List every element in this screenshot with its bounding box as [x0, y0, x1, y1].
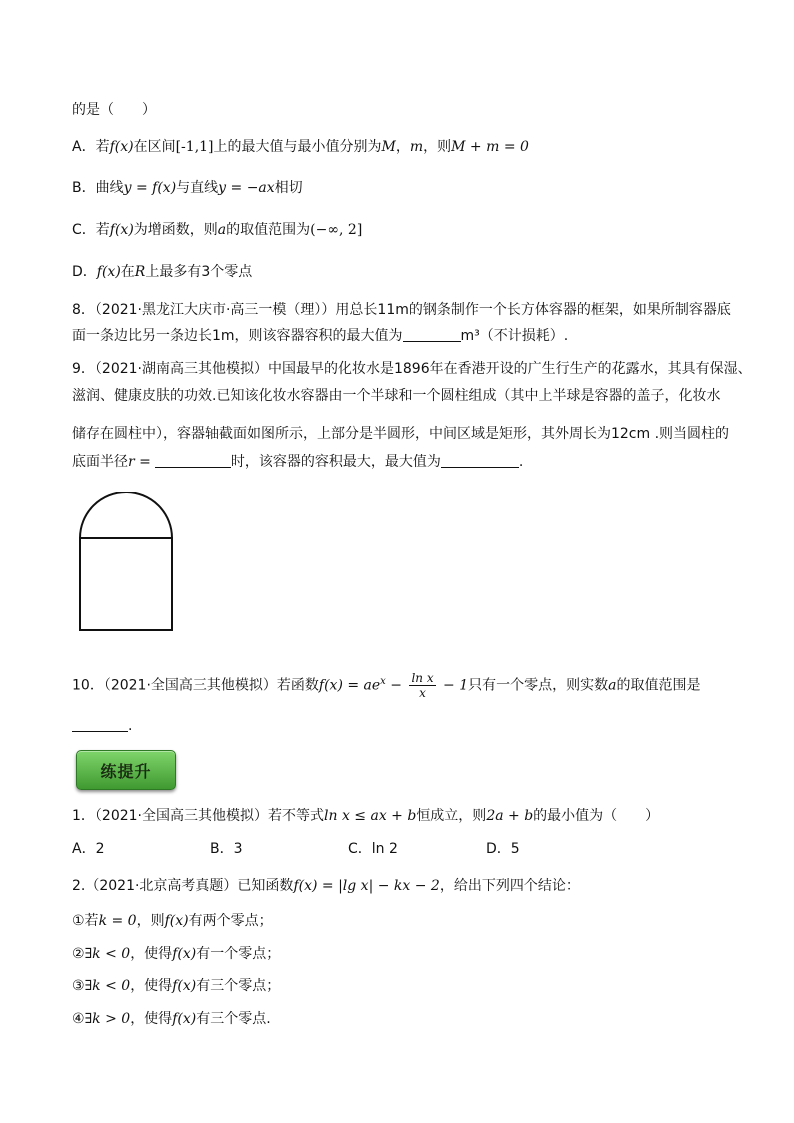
p1-stem: [72, 806, 659, 826]
inequality-math: ln x ≤ ax + b: [324, 808, 417, 824]
q9-line-4: [72, 452, 523, 472]
p1-option-d: D．5: [486, 841, 520, 857]
option-a-label: A．若: [72, 139, 110, 155]
fx-math: f(x): [164, 913, 189, 929]
text: ，使得: [130, 946, 173, 962]
text: ③: [72, 978, 85, 994]
option-c-label: C．若: [72, 222, 110, 238]
text: 相切: [274, 180, 303, 196]
curve-math: y = f(x): [123, 180, 177, 196]
p1-option-a: A．2: [72, 841, 105, 857]
answer-blank-radius[interactable]: [155, 453, 231, 468]
fx-math: f(x): [172, 1011, 197, 1027]
text: 上的最大值与最小值分别为: [213, 139, 382, 155]
cond-math: ∃k < 0: [84, 946, 131, 962]
text: 有一个零点；: [196, 946, 281, 962]
text: ，使得: [130, 1011, 173, 1027]
option-b-label: B．曲线: [72, 180, 124, 196]
text: 有三个零点；: [196, 978, 281, 994]
text: 与直线: [176, 180, 219, 196]
cond-math: k = 0: [98, 913, 137, 929]
text: .: [518, 454, 524, 470]
p1-option-b: B．3: [210, 841, 243, 857]
minus-one-math: − 1: [438, 677, 469, 694]
p1-option-c: C．ln 2: [348, 841, 398, 857]
fx-math: f(x): [172, 978, 197, 994]
text: m³（不计损耗）.: [460, 328, 569, 344]
text: ，给出下列四个结论：: [439, 878, 580, 894]
q7-option-a: [72, 137, 529, 157]
exponent-math: x: [380, 676, 386, 687]
f-math: f(x) = ae: [318, 677, 381, 694]
text: 只有一个零点，则实数: [468, 677, 609, 694]
text: ②: [72, 946, 85, 962]
a-math: a: [217, 222, 227, 238]
text: 在区间: [133, 139, 176, 155]
text: 在: [120, 264, 135, 280]
text: 有三个零点.: [196, 1011, 271, 1027]
m-math: m: [409, 139, 424, 155]
R-math: R: [134, 264, 146, 280]
interval-math: [-1,1]: [175, 139, 214, 155]
q9-line-1: 9．（2021·湖南高三其他模拟）中国最早的化妆水是1896年在香港开设的广生行生产的花露水，其具有保湿、: [72, 361, 752, 377]
line-math: y = −ax: [218, 180, 275, 196]
text: 时，该容器的容积最大，最大值为: [230, 454, 441, 470]
fx-math: f(x): [109, 222, 134, 238]
text: 底面半径: [72, 454, 128, 470]
option-d-label: D．: [72, 264, 97, 280]
fx-math: f(x): [172, 946, 197, 962]
practice-section-badge: 练提升: [76, 750, 176, 790]
text: 2.（2021·北京高考真题）已知函数: [72, 878, 294, 894]
fraction-lnx-over-x: [409, 671, 435, 700]
answer-blank[interactable]: [403, 327, 461, 342]
q9-line-2: 滋润、健康皮肤的功效.已知该化妆水容器由一个半球和一个圆柱组成（其中上半球是容器的盖子，化妆水: [72, 388, 721, 404]
q8-line-2: [72, 326, 568, 346]
text: 面一条边比另一条边长1m，则该容器容积的最大值为: [72, 328, 403, 344]
container-axial-section-figure: [76, 492, 176, 634]
cond-math: ∃k < 0: [84, 978, 131, 994]
q10-line-1: [72, 665, 701, 703]
p2-conclusion-3: [72, 976, 280, 996]
fx-math: f(x): [109, 139, 134, 155]
r-math: r =: [128, 454, 151, 470]
p2-conclusion-2: [72, 944, 280, 964]
q7-option-b: [72, 178, 303, 198]
cylinder-rectangle: [80, 538, 172, 630]
q7-stem-tail: 的是（ ）: [72, 102, 156, 118]
range-math: (−∞, 2]: [310, 222, 363, 238]
text: 的取值范围为: [226, 222, 311, 238]
text: .: [128, 718, 133, 734]
text: 的取值范围是: [616, 677, 701, 694]
a-math: a: [608, 677, 617, 694]
text: ④: [72, 1011, 85, 1027]
answer-blank[interactable]: [72, 717, 128, 732]
p2-conclusion-4: [72, 1009, 271, 1029]
text: ①若: [72, 913, 99, 929]
text: 1．（2021·全国高三其他模拟）若不等式: [72, 808, 324, 824]
p2-conclusion-1: [72, 911, 273, 931]
text: 上最多有3个零点: [145, 264, 253, 280]
fraction-denominator: x: [419, 686, 426, 701]
text: ，使得: [130, 978, 173, 994]
function-math: f(x) = |lg x| − kx − 2: [293, 878, 440, 894]
p2-stem: [72, 876, 580, 896]
text: 10．（2021·全国高三其他模拟）若函数: [72, 677, 319, 694]
expr-math: 2a + b: [486, 808, 534, 824]
text: 的最小值为（ ）: [533, 808, 660, 824]
sum-eq-math: M + m = 0: [451, 139, 529, 155]
text: ，则: [136, 913, 165, 929]
q7-option-d: [72, 262, 252, 282]
answer-blank-max[interactable]: [441, 453, 519, 468]
q10-line-2: [72, 716, 132, 736]
fx-math: f(x): [96, 264, 121, 280]
minus-math: −: [385, 677, 407, 694]
fraction-numerator: ln x: [411, 671, 434, 686]
q8-line-1: 8．（2021·黑龙江大庆市·高三一模（理））用总长11m的钢条制作一个长方体容器的框架，如果所制容器底: [72, 302, 731, 318]
cond-math: ∃k > 0: [84, 1011, 131, 1027]
text: 为增函数，则: [133, 222, 218, 238]
q7-option-c: [72, 220, 362, 240]
text: 恒成立，则: [416, 808, 487, 824]
semicircle-cap: [80, 492, 172, 538]
text: ，: [395, 139, 410, 155]
q9-line-3: 储存在圆柱中），容器轴截面如图所示，上部分是半圆形，中间区域是矩形，其外周长为12cm .则当圆柱的: [72, 426, 730, 442]
text: ，则: [423, 139, 452, 155]
text: 有两个零点；: [188, 913, 273, 929]
M-math: M: [381, 139, 396, 155]
